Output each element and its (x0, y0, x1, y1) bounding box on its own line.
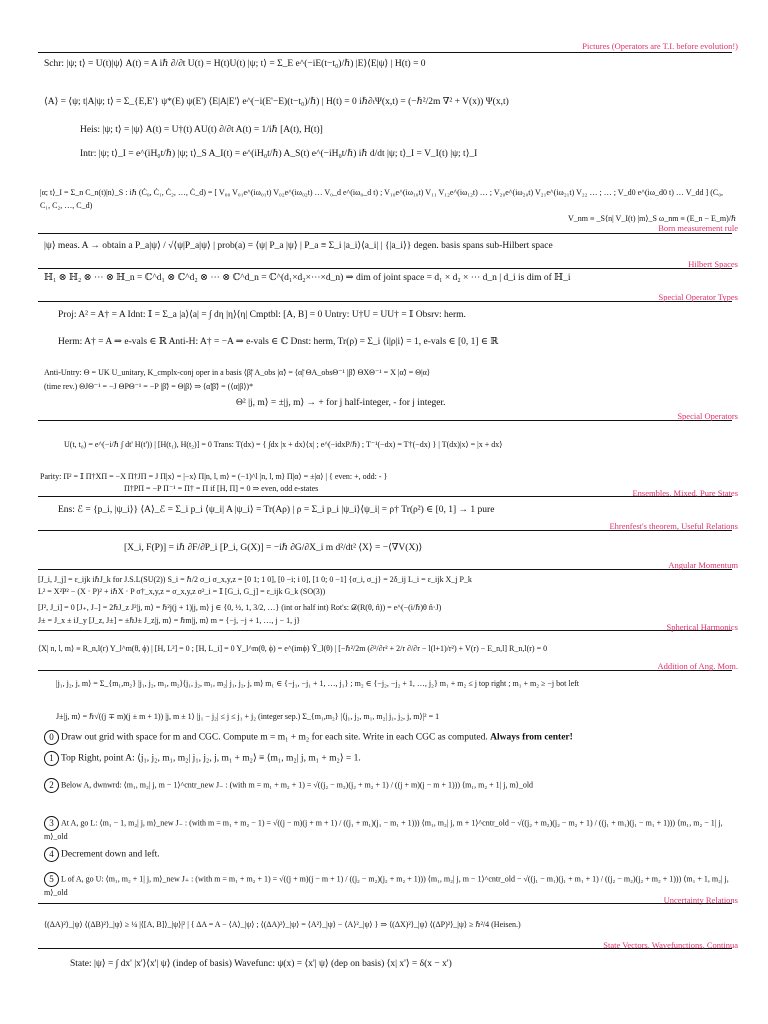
line-spherical: ⟨X| n, l, m⟩ ≡ R_n,l(r) Y_l^m(θ, ϕ) | [H, L²] = 0 ; [H, L_i] = 0 Y_l^m(θ, ϕ) = e^(imϕ) Ỹ_l(θ) | [−ℏ²/2m (∂²/∂r² + 2/r ∂/∂r − l(l+1)/r²) + V(r) − E_n,l] R_n,l(r) = 0 (38, 644, 548, 653)
section-rule (38, 268, 732, 269)
step-number: 0 (44, 730, 59, 745)
step-number: 5 (44, 872, 59, 887)
step-0-emphasis: Always from center! (490, 732, 573, 743)
line-ops-1: U(t, t₀) = e^(−i/ℏ ∫ dt' H(t')) | [H(t₁), H(t₂)] = 0 Trans: T(dx) = { ∫dx |x + dx⟩⟨x| ; e^(−idxP/ℏ) ; T⁻¹(−dx) = T†(−dx) } | T(dx)|x⟩ = |x + dx⟩ (64, 440, 503, 449)
line-ops-2: Parity: Π² = 𝕀 Π†XΠ = −X Π†JΠ = J Π|x⟩ = |−x⟩ Π|n, l, m⟩ = (−1)^l |n, l, m⟩ Π|α⟩ = ±|α⟩ | { even: +, odd: - } (40, 472, 388, 481)
line-intr: Intr: |ψ; t⟩_I = e^(iH₀t/ℏ) |ψ; t⟩_S A_I(t) = e^(iH₀t/ℏ) A_S(t) e^(−iH₀t/ℏ) iℏ d/dt |ψ; t⟩_I = V_I(t) |ψ; t⟩_I (80, 149, 478, 159)
line-heis: Heis: |ψ; t⟩ = |ψ⟩ A(t) = U†(t) AU(t) ∂/∂t A(t) = 1/iℏ [A(t), H(t)] (80, 125, 323, 135)
step-number: 3 (44, 816, 59, 831)
line-ang-3: [J², J_i] = 0 [J₊, J₋] = 2ℏJ_z J²|j, m⟩ = ℏ²j(j + 1)|j, m⟩ j ∈ {0, ½, 1, 3/2, …} (int or half int) Rot's: 𝒟(R(θ, n̂)) = e^(−(i/ℏ)θ n̂·J) (38, 603, 442, 612)
section-heading-spherical-harmonics: Spherical Harmonics (666, 622, 738, 632)
section-rule (38, 630, 732, 631)
section-heading-uncertainty: Uncertainty Relations (663, 895, 738, 905)
section-rule (38, 670, 732, 671)
step-1 (44, 751, 361, 766)
section-heading-ensembles: Ensembles, Mixed, Pure States (632, 488, 738, 498)
section-rule (38, 301, 732, 302)
section-rule (38, 903, 732, 904)
line-ang-2: L² = X²P² − (X · P)² + iℏX · P σ†_x,y,z = σ_x,y,z σ²_i = 𝕀 [G_i, G_j] = ε_ijk G_k (SO(3)) (38, 587, 326, 596)
step-0 (44, 730, 573, 745)
section-rule (38, 420, 732, 421)
step-4-text: Decrement down and left. (61, 849, 160, 860)
line-schr: Schr: |ψ; t⟩ = U(t)|ψ⟩ A(t) = A iℏ ∂/∂t U(t) = H(t)U(t) |ψ; t⟩ = Σ_E e^(−iE(t−t₀)/ℏ) |E⟩⟨E|ψ⟩ | H(t) = 0 (44, 59, 426, 69)
step-2-text: Below A, dwnwrd: ⟨m₁, m₂| j, m − 1⟩^cntr_new J₋ : (with m = m₁ + m₂ + 1) = √((j₂ − m₂)(j₂ + m₂ + 1) / ((j + m)(j − m + 1))) ⟨m₁, m₂ + 1| j, m⟩_old (61, 780, 534, 790)
section-heading-ehrenfest: Ehrenfest's theorem, Useful Relations (609, 521, 738, 531)
step-number: 4 (44, 847, 59, 862)
line-schr2: ⟨A⟩ = ⟨ψ; t|A|ψ; t⟩ = Σ_{E,E'} ψ*(E) ψ(E') ⟨E|A|E'⟩ e^(−i(E'−E)(t−t₀)/ℏ) | H(t) = 0 iℏ∂ₜΨ(x,t) = (−ℏ²/2m ∇² + V(x)) Ψ(x,t) (44, 97, 509, 107)
line-state-vectors: State: |ψ⟩ = ∫ dx' |x'⟩⟨x'| ψ⟩ (indep of basis) Wavefunc: ψ(x) = ⟨x'| ψ⟩ (dep on basis) ⟨x| x'⟩ = δ(x − x') (70, 959, 452, 969)
section-heading-pictures: Pictures (Operators are T.I. before evolution!) (582, 41, 738, 51)
line-types-5: Θ² |j, m⟩ = ±|j, m⟩ → + for j half-integer, - for j integer. (236, 398, 446, 408)
line-uncertainty: ⟨(ΔA)²⟩_|ψ⟩ ⟨(ΔB)²⟩_|ψ⟩ ≥ ¼ |⟨[A, B]⟩_|ψ⟩|² | { ΔA = A − ⟨A⟩_|ψ⟩ ; ⟨(ΔA)²⟩_|ψ⟩ = ⟨A²⟩_|ψ⟩ − ⟨A⟩²_|ψ⟩ } ⇒ ⟨(ΔX)²⟩_|ψ⟩ ⟨(ΔP)²⟩_|ψ⟩ ≥ ℏ²/4 (Heisen.) (44, 920, 521, 929)
step-3 (44, 816, 730, 842)
section-heading-addition: Addition of Ang. Mom. (657, 661, 738, 671)
step-3-text: At A, go L: ⟨m₁ − 1, m₂| j, m⟩_new J₋ : (with m = m₁ + m₂ − 1) = √((j − m)(j + m + 1) / ((j₁ + m₁)(j₁ − m₁ + 1))) ⟨m₁, m₂| j, m + 1⟩^cntr_old − √((j₂ + m₂)(j₂ − m₂ + 1) / ((j₁ + m₁)(j₁ − m₁ + 1))) ⟨m₁, m₂ − 1| j, m⟩_old (44, 818, 723, 841)
section-rule (38, 233, 732, 234)
step-0-text: Draw out grid with space for m and CGC. Compute m = m₁ + m₂ for each site. Write in each CGC as computed. (61, 732, 491, 743)
line-ensembles: Ens: ℰ = {p_i, |ψ_i⟩} ⟨A⟩_ℰ = Σ_i p_i ⟨ψ_i| A |ψ_i⟩ = Tr(Aρ) | ρ = Σ_i p_i |ψ_i⟩⟨ψ_i| = ρ† Tr(ρ²) ∈ [0, 1] → 1 pure (58, 505, 495, 515)
step-1-text: Top Right, point A: ⟨j₁, j₂, m₁, m₂| j₁, j₂, j, m₁ + m₂⟩ ≡ ⟨m₁, m₂| j, m₁ + m₂⟩ = 1. (61, 753, 361, 764)
section-rule (38, 52, 732, 53)
step-number: 1 (44, 751, 59, 766)
line-intr-matrix: |α; t⟩_I = Σ_n C_n(t)|n⟩_S : iℏ (Ċ₀, Ċ₁, Ċ₂, …, Ċ_d) = [ V₀₀ V₀₁e^(iω₀₁t) V₀₂e^(iω₀₂t) … V₀_d e^(iω₀_d t) ; V₁₀e^(iω₁₀t) V₁₁ V₁₂e^(iω₁₂t) … ; V₂₀e^(iω₂₀t) V₂₁e^(iω₂₁t) V₂₂ … ; … ; V_d0 e^(iω_d0 t) … V_dd ] (C₀, C₁, C₂, …, C_d) (40, 188, 723, 210)
line-ang-4: J± = J_x ± iJ_y [J_z, J±] = ±ℏJ± J_z|j, m⟩ = ℏm|j, m⟩ m = {−j, −j + 1, …, j − 1, j} (38, 616, 301, 625)
section-heading-born: Born measurement rule (658, 223, 738, 233)
step-5 (44, 872, 730, 898)
section-rule (38, 569, 732, 570)
line-types-2: Herm: A† = A ⇒ e-vals ∈ ℝ Anti-H: A† = −A ⇒ e-vals ∈ ℂ Dnst: herm, Tr(ρ) = Σ_i ⟨i|ρ|i⟩ = 1, e-vals ∈ [0, 1] ∈ ℝ (58, 337, 499, 347)
line-ehrenfest: [X_i, F(P)] = iℏ ∂F/∂P_i [P_i, G(X)] = −iℏ ∂G/∂X_i m d²/dt² ⟨X⟩ = −⟨∇V(X)⟩ (124, 543, 423, 553)
step-5-text: L of A, go U: ⟨m₁, m₂ + 1| j, m⟩_new J₊ : (with m = m₁ + m₂ + 1) = √((j + m)(j − m + 1) / ((j₂ − m₂)(j₂ + m₂ + 1))) ⟨m₁, m₂| j, m − 1⟩^cntr_old − √((j₁ − m₁)(j₁ + m₁ + 1) / ((j₂ − m₂)(j₂ + m₂ + 1))) ⟨m₁ + 1, m₂| j, m⟩_old (44, 874, 729, 897)
line-types-3: Anti-Untry: Θ = UK U_unitary, K_cmplx-conj oper in a basis ⟨β̃| A_obs |α̃⟩ = ⟨α̃| ΘA_obsΘ⁻¹ |β̃⟩ ΘXΘ⁻¹ = X |α̃⟩ = Θ|α⟩ (44, 368, 430, 377)
section-heading-angular-momentum: Angular Momentum (668, 560, 738, 570)
section-heading-hilbert: Hilbert Spaces (688, 259, 738, 269)
section-heading-special-operator-types: Special Operator Types (658, 292, 738, 302)
line-ang-1: [J_i, J_j] = ε_ijk iℏJ_k for J.S.L(SU(2)) S_i = ℏ/2 σ_i σ_x,y,z = [0 1; 1 0], [0 −i; i 0], [1 0; 0 −1] {σ_i, σ_j} = 2δ_ij L_i = ε_ijk X_j P_k (38, 575, 472, 584)
line-ops-3: Π†PΠ = −P Π⁻¹ = Π† = Π if [H, Π] = 0 ⇒ even, odd e-states (124, 484, 319, 493)
section-heading-special-operators: Special Operators (677, 411, 738, 421)
line-born: |ψ⟩ meas. A → obtain a P_a|ψ⟩ / √⟨ψ|P_a|ψ⟩ | prob(a) = ⟨ψ| P_a |ψ⟩ | P_a ≡ Σ_i |a_i⟩⟨a_i| | {|a_i⟩} degen. basis spans sub-Hilbert space (44, 241, 553, 251)
section-rule (38, 496, 732, 497)
section-heading-state-vectors: State Vectors, Wavefunctions, Continua (603, 940, 738, 950)
line-types-4: (time rev.) ΘJΘ⁻¹ = −J ΘPΘ⁻¹ = −P |β̃⟩ = Θ|β⟩ ⇒ ⟨α̃|β̃⟩ = (⟨α|β⟩)* (44, 382, 254, 391)
step-4 (44, 847, 160, 862)
line-intr-defs: V_nm ≡ _S⟨n| V_I(t) |m⟩_S ω_nm ≡ (E_n − E_m)/ℏ (568, 214, 737, 223)
step-2 (44, 778, 730, 793)
line-hilbert: ℍ₁ ⊗ ℍ₂ ⊗ ⋯ ⊗ ℍ_n = ℂ^d₁ ⊗ ℂ^d₂ ⊗ ⋯ ⊗ ℂ^d_n = ℂ^(d₁×d₂×⋯×d_n) ⇒ dim of joint space = d₁ × d₂ × ⋯ d_n | d_i is dim of ℍ_i (44, 273, 571, 283)
line-types-1: Proj: A² = A† = A Idnt: 𝕀 = Σ_a |a⟩⟨a| = ∫ dη |η⟩⟨η| Cmptbl: [A, B] = 0 Untry: U†U = UU† = 𝕀 Obsrv: herm. (58, 310, 466, 320)
line-add-1: |j₁, j₂, j, m⟩ = Σ_{m₁,m₂} |j₁, j₂, m₁, m₂⟩⟨j₁, j₂, m₁, m₂| j₁, j₂, j, m⟩ m₁ ∈ {−j₁, −j₁ + 1, …, j₁} ; m₂ ∈ {−j₂, −j₂ + 1, …, j₂} m₁ + m₂ ≤ j top right ; m₁ + m₂ ≥ −j bot left (56, 679, 580, 688)
line-add-2: J±|j, m⟩ = ℏ√((j ∓ m)(j ± m + 1)) |j, m ± 1⟩ |j₁ − j₂| ≤ j ≤ j₁ + j₂ (integer sep.) Σ_{m₁,m₂} |⟨j₁, j₂, m₁, m₂| j₁, j₂, j, m⟩|² = 1 (56, 712, 440, 721)
step-number: 2 (44, 778, 59, 793)
